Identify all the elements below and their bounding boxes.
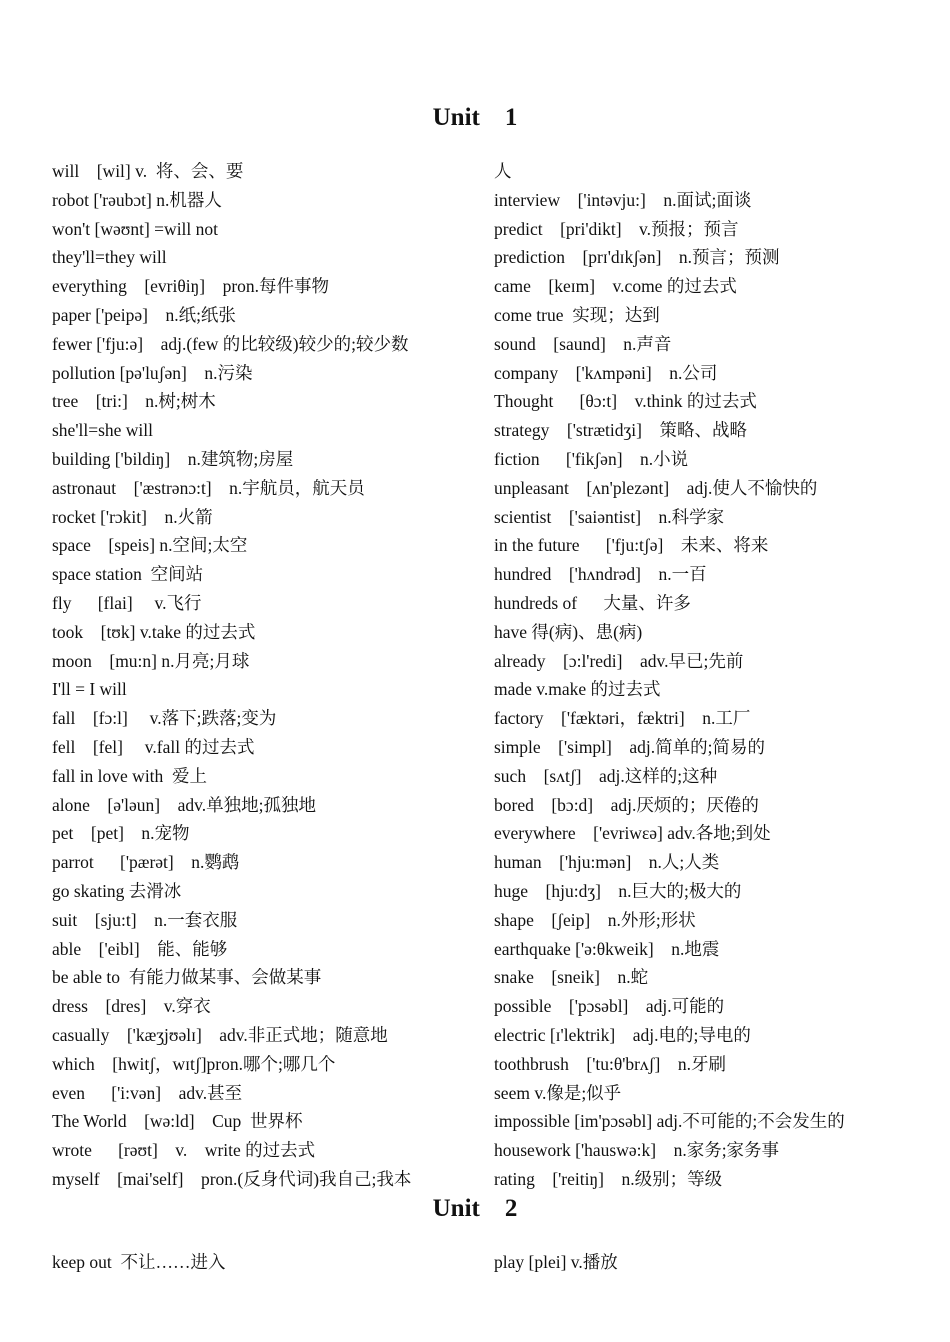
vocab-entry: fewer ['fju:ə] adj.(few 的比较级)较少的;较少数 — [52, 333, 409, 354]
vocab-entry: they'll=they will — [52, 247, 167, 268]
vocab-entry: strategy ['strætidʒi] 策略、战略 — [494, 420, 747, 441]
vocab-entry: snake [sneik] n.蛇 — [494, 967, 649, 988]
vocab-entry: alone [ə'ləun] adv.单独地;孤独地 — [52, 794, 316, 815]
vocab-entry: bored [bɔ:d] adj.厌烦的；厌倦的 — [494, 794, 759, 815]
vocab-entry: 人 — [494, 161, 512, 181]
vocab-entry: fly [flai] v.飞行 — [52, 592, 202, 613]
vocab-entry: will [wil] v. 将、会、要 — [52, 161, 244, 181]
vocab-entry: prediction [prɪ'dɪkʃən] n.预言；预测 — [494, 247, 780, 268]
vocab-entry: hundreds of 大量、许多 — [494, 592, 691, 613]
vocab-entry: earthquake ['ə:θkweik] n.地震 — [494, 938, 720, 959]
vocab-entry: The World [wə:ld] Cup 世界杯 — [52, 1111, 303, 1132]
vocab-entry: factory ['fæktəri，fæktri] n.工厂 — [494, 708, 751, 729]
unit-1-right-column — [494, 157, 934, 1194]
vocab-entry: predict [pri'dikt] v.预报；预言 — [494, 218, 739, 239]
vocab-entry: possible ['pɔsəbl] adj.可能的 — [494, 996, 725, 1017]
vocab-entry: already [ɔ:l'redi] adv.早已;先前 — [494, 650, 744, 671]
vocab-entry: scientist ['saiəntist] n.科学家 — [494, 506, 725, 527]
vocab-entry: tree [tri:] n.树;树木 — [52, 391, 216, 412]
unit-2-left-column — [52, 1248, 492, 1277]
vocab-entry: Thought [θɔ:t] v.think 的过去式 — [494, 391, 757, 412]
vocab-entry: robot ['rəubɔt] n.机器人 — [52, 189, 222, 210]
vocab-entry: sound [saund] n.声音 — [494, 333, 672, 354]
vocab-entry: dress [dres] v.穿衣 — [52, 996, 211, 1017]
vocab-entry: fall in love with 爱上 — [52, 765, 208, 786]
vocab-entry: interview ['intəvju:] n.面试;面谈 — [494, 189, 752, 210]
vocab-entry: be able to 有能力做某事、会做某事 — [52, 967, 322, 988]
vocab-entry: parrot ['pærət] n.鹦鹉 — [52, 852, 240, 873]
vocab-entry: suit [sju:t] n.一套衣服 — [52, 909, 238, 930]
vocab-entry: impossible [im'pɔsəbl] adj.不可能的;不会发生的 — [494, 1111, 845, 1132]
unit-1-left-column — [52, 157, 492, 1194]
vocab-entry: even ['i:vən] adv.甚至 — [52, 1082, 243, 1103]
vocab-entry: which [hwitʃ，wɪtʃ]pron.哪个;哪几个 — [52, 1053, 336, 1074]
vocab-entry: keep out 不让……进入 — [52, 1252, 226, 1272]
vocab-entry: simple ['simpl] adj.简单的;简易的 — [494, 736, 765, 757]
vocab-entry: such [sʌtʃ] adj.这样的;这种 — [494, 765, 718, 786]
vocab-entry: made v.make 的过去式 — [494, 679, 661, 700]
vocab-entry: housework ['hauswə:k] n.家务;家务事 — [494, 1140, 780, 1161]
vocab-entry: space station 空间站 — [52, 564, 204, 585]
vocab-entry: human ['hju:mən] n.人;人类 — [494, 852, 720, 873]
unit-1-heading: Unit 1 — [432, 104, 518, 131]
vocab-entry: she'll=she will — [52, 420, 154, 441]
vocab-entry: company ['kʌmpəni] n.公司 — [494, 362, 718, 383]
unit-2-heading: Unit 2 — [432, 1195, 518, 1222]
vocab-entry: have 得(病)、患(病) — [494, 621, 643, 642]
vocab-entry: able ['eibl] 能、能够 — [52, 938, 228, 959]
vocab-entry: shape [ʃeip] n.外形;形状 — [494, 909, 696, 930]
vocab-entry: in the future ['fju:tʃə] 未来、将来 — [494, 535, 769, 556]
vocab-entry: electric [ɪ'lektrik] adj.电的;导电的 — [494, 1024, 751, 1045]
unit-2-right-column — [494, 1248, 934, 1277]
vocab-entry: paper ['peipə] n.纸;纸张 — [52, 304, 236, 325]
vocab-entry: I'll = I will — [52, 679, 127, 700]
vocab-entry: come true 实现；达到 — [494, 304, 660, 325]
vocab-entry: rocket ['rɔkit] n.火箭 — [52, 506, 213, 527]
vocab-entry: everything [evriθiŋ] pron.每件事物 — [52, 276, 330, 297]
vocab-entry: astronaut ['æstrənɔ:t] n.宇航员，航天员 — [52, 477, 365, 498]
vocab-entry: casually ['kæʒjʊəlɪ] adv.非正式地；随意地 — [52, 1024, 388, 1045]
vocab-entry: go skating 去滑冰 — [52, 880, 182, 901]
vocab-entry: everywhere ['evriwɛə] adv.各地;到处 — [494, 823, 771, 844]
vocab-entry: hundred ['hʌndrəd] n.一百 — [494, 564, 707, 585]
vocab-entry: wrote [rəʊt] v. write 的过去式 — [52, 1140, 316, 1161]
vocab-entry: myself [mai'self] pron.(反身代词)我自己;我本 — [52, 1168, 412, 1189]
vocab-entry: rating ['reitiŋ] n.级别；等级 — [494, 1168, 723, 1189]
vocab-entry: came [keɪm] v.come 的过去式 — [494, 276, 737, 297]
vocab-entry: unpleasant [ʌn'plezənt] adj.使人不愉快的 — [494, 477, 818, 498]
vocab-entry: play [plei] v.播放 — [494, 1252, 618, 1272]
vocab-entry: pollution [pə'luʃən] n.污染 — [52, 362, 253, 383]
vocab-entry: moon [mu:n] n.月亮;月球 — [52, 650, 250, 671]
vocab-entry: toothbrush ['tu:θ'brʌʃ] n.牙刷 — [494, 1053, 726, 1074]
vocab-entry: won't [wəʊnt] =will not — [52, 218, 219, 239]
vocab-entry: seem v.像是;似乎 — [494, 1082, 622, 1103]
vocab-entry: took [tʊk] v.take 的过去式 — [52, 621, 256, 642]
vocab-entry: space [speis] n.空间;太空 — [52, 535, 248, 556]
vocab-entry: fell [fel] v.fall 的过去式 — [52, 736, 255, 757]
vocab-entry: building ['bildiŋ] n.建筑物;房屋 — [52, 448, 294, 469]
vocab-entry: pet [pet] n.宠物 — [52, 823, 190, 844]
vocab-entry: fiction ['fikʃən] n.小说 — [494, 448, 689, 469]
vocab-entry: huge [hju:dʒ] n.巨大的;极大的 — [494, 880, 742, 901]
vocab-entry: fall [fɔ:l] v.落下;跌落;变为 — [52, 708, 277, 729]
